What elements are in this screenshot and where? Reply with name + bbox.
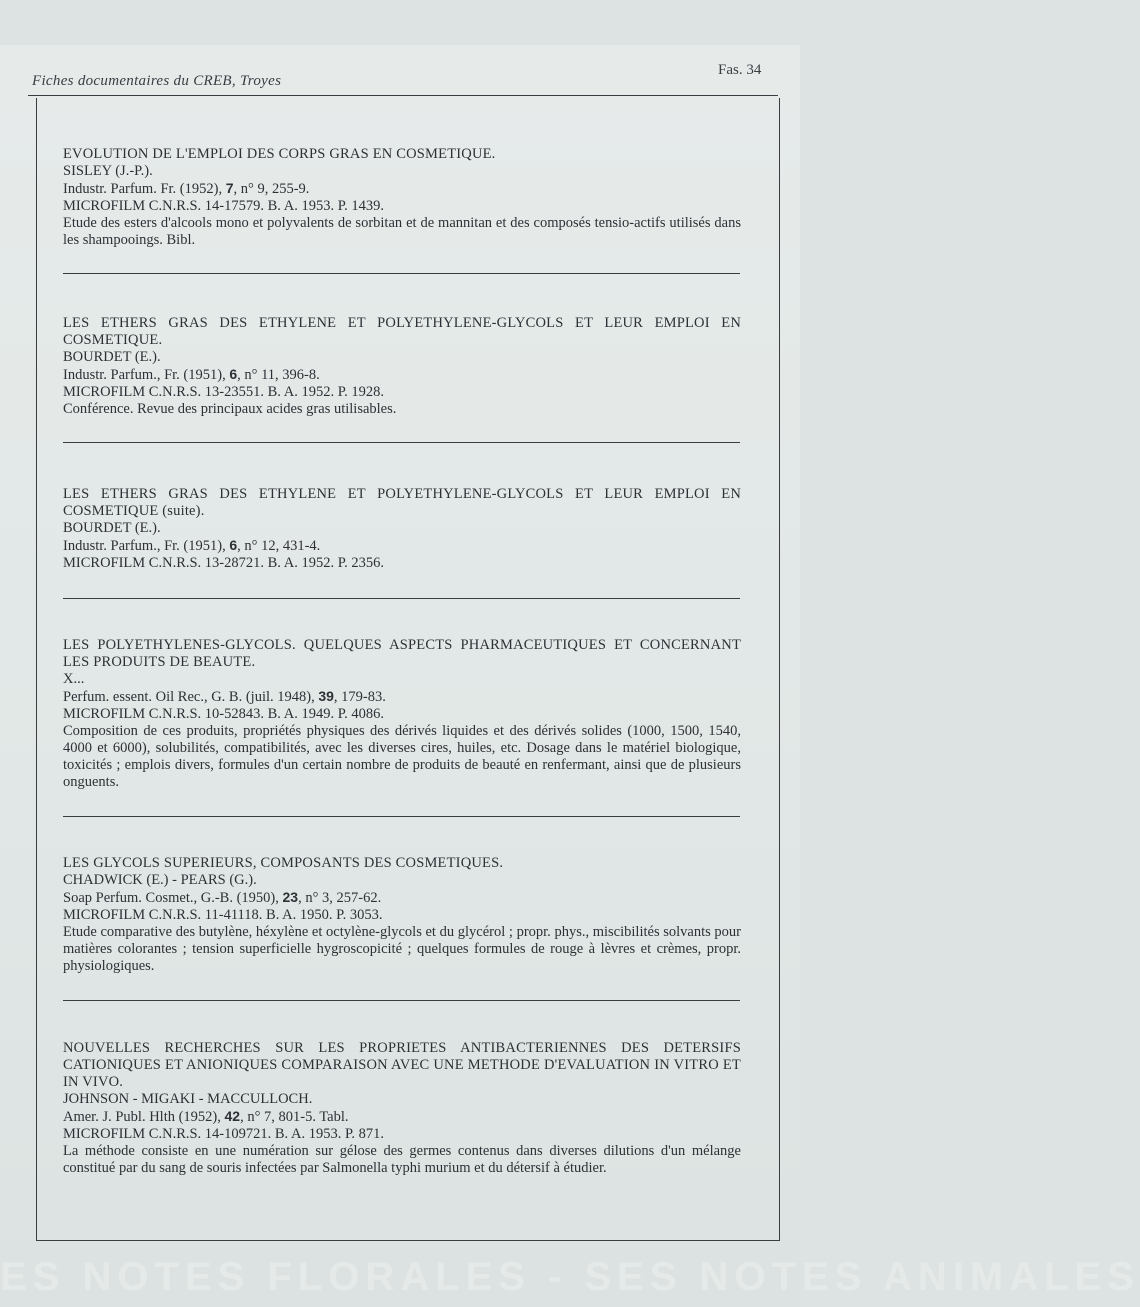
- page-number: Fas. 34: [718, 62, 762, 78]
- bibliographic-entry: [63, 486, 741, 572]
- entry-separator: [63, 816, 740, 817]
- bibliographic-entry: [63, 637, 741, 791]
- entry-microfilm: MICROFILM C.N.R.S. 11-41118. B. A. 1950. P. 3053.: [63, 907, 383, 923]
- entry-title: LES POLYETHYLENES-GLYCOLS. QUELQUES ASPECTS PHARMACEUTIQUES ET CONCERNANT LES PRODUITS DE BEAUTE.: [63, 637, 741, 670]
- entry-author: SISLEY (J.-P.).: [63, 163, 153, 179]
- volume-number: 6: [229, 537, 238, 553]
- entry-separator: [63, 273, 740, 274]
- entry-reference: Industr. Parfum., Fr. (1951), 6, n° 11, 396-8.: [63, 366, 320, 383]
- volume-number: 42: [224, 1108, 241, 1124]
- entry-reference: Soap Perfum. Cosmet., G.-B. (1950), 23, n° 3, 257-62.: [63, 889, 382, 906]
- entry-reference: Amer. J. Publ. Hlth (1952), 42, n° 7, 801-5. Tabl.: [63, 1108, 349, 1125]
- entry-summary: Composition de ces produits, propriétés physiques des dérivés liquides et des dérivés solides (1000, 1500, 1540, 4000 et 6000), solubilités, compatibilités, avec les diverses cires, huiles, etc. Dosage dans le matériel biologique, toxicités ; emplois divers, formules d'un certain nombre de produits de beauté en renfermant, ainsi que de plusieurs onguents.: [63, 723, 741, 790]
- running-header-title: Fiches documentaires du CREB, Troyes: [32, 73, 282, 89]
- bibliographic-entry: [63, 855, 741, 975]
- entry-microfilm: MICROFILM C.N.R.S. 13-23551. B. A. 1952. P. 1928.: [63, 384, 385, 400]
- entry-title: NOUVELLES RECHERCHES SUR LES PROPRIETES ANTIBACTERIENNES DES DETERSIFS CATIONIQUES ET ANIONIQUES COMPARAISON AVEC UNE METHODE D'EVALUATION IN VITRO ET IN VIVO.: [63, 1040, 741, 1090]
- bibliographic-entry: [63, 315, 741, 418]
- entry-microfilm: MICROFILM C.N.R.S. 14-109721. B. A. 1953. P. 871.: [63, 1126, 385, 1142]
- entry-title: EVOLUTION DE L'EMPLOI DES CORPS GRAS EN COSMETIQUE.: [63, 146, 496, 162]
- entry-separator: [63, 598, 740, 599]
- volume-number: 39: [318, 688, 334, 704]
- entry-separator: [63, 442, 740, 443]
- entry-microfilm: MICROFILM C.N.R.S. 13-28721. B. A. 1952. P. 2356.: [63, 555, 385, 571]
- entry-author: CHADWICK (E.) - PEARS (G.).: [63, 872, 257, 888]
- entry-author: BOURDET (E.).: [63, 349, 161, 365]
- entry-author: JOHNSON - MIGAKI - MACCULLOCH.: [63, 1091, 313, 1107]
- entry-author: X...: [63, 671, 85, 687]
- entry-separator: [63, 1000, 740, 1001]
- background-watermark-text: ES NOTES FLORALES - SES NOTES ANIMALES: [0, 1255, 1140, 1299]
- entry-reference: Perfum. essent. Oil Rec., G. B. (juil. 1948), 39, 179-83.: [63, 688, 386, 705]
- volume-number: 7: [225, 180, 234, 196]
- entry-author: BOURDET (E.).: [63, 520, 161, 536]
- entry-title: LES ETHERS GRAS DES ETHYLENE ET POLYETHYLENE-GLYCOLS ET LEUR EMPLOI EN COSMETIQUE (suite).: [63, 486, 741, 519]
- entry-summary: Etude comparative des butylène, héxylène et octylène-glycols et du glycérol ; propr. phys., miscibilités solvants pour matières colorantes ; tension superficielle hygroscopicité ; quelques formules de rouge à lèvres et crèmes, propr. physiologiques.: [63, 924, 741, 974]
- entry-microfilm: MICROFILM C.N.R.S. 10-52843. B. A. 1949. P. 4086.: [63, 706, 385, 722]
- header-rule: [28, 95, 778, 96]
- bibliographic-entry: [63, 146, 741, 249]
- entry-summary: Etude des esters d'alcools mono et polyvalents de sorbitan et de mannitan et des composés tensio-actifs utilisés dans les shampooings. Bibl.: [63, 215, 741, 248]
- entry-microfilm: MICROFILM C.N.R.S. 14-17579. B. A. 1953. P. 1439.: [63, 198, 385, 214]
- volume-number: 23: [282, 889, 299, 905]
- entry-title: LES GLYCOLS SUPERIEURS, COMPOSANTS DES COSMETIQUES.: [63, 855, 504, 871]
- entry-reference: Industr. Parfum., Fr. (1951), 6, n° 12, 431-4.: [63, 537, 321, 554]
- entry-reference: Industr. Parfum. Fr. (1952), 7, n° 9, 255-9.: [63, 180, 310, 197]
- volume-number: 6: [229, 366, 238, 382]
- entry-summary: La méthode consiste en une numération sur gélose des germes contenus dans diverses dilutions d'un mélange constitué par du sang de souris infectées par Salmonella typhi murium et du détersif à étudier.: [63, 1143, 741, 1176]
- bibliographic-entry: [63, 1040, 741, 1177]
- entry-summary: Conférence. Revue des principaux acides gras utilisables.: [63, 401, 397, 417]
- entry-title: LES ETHERS GRAS DES ETHYLENE ET POLYETHYLENE-GLYCOLS ET LEUR EMPLOI EN COSMETIQUE.: [63, 315, 741, 348]
